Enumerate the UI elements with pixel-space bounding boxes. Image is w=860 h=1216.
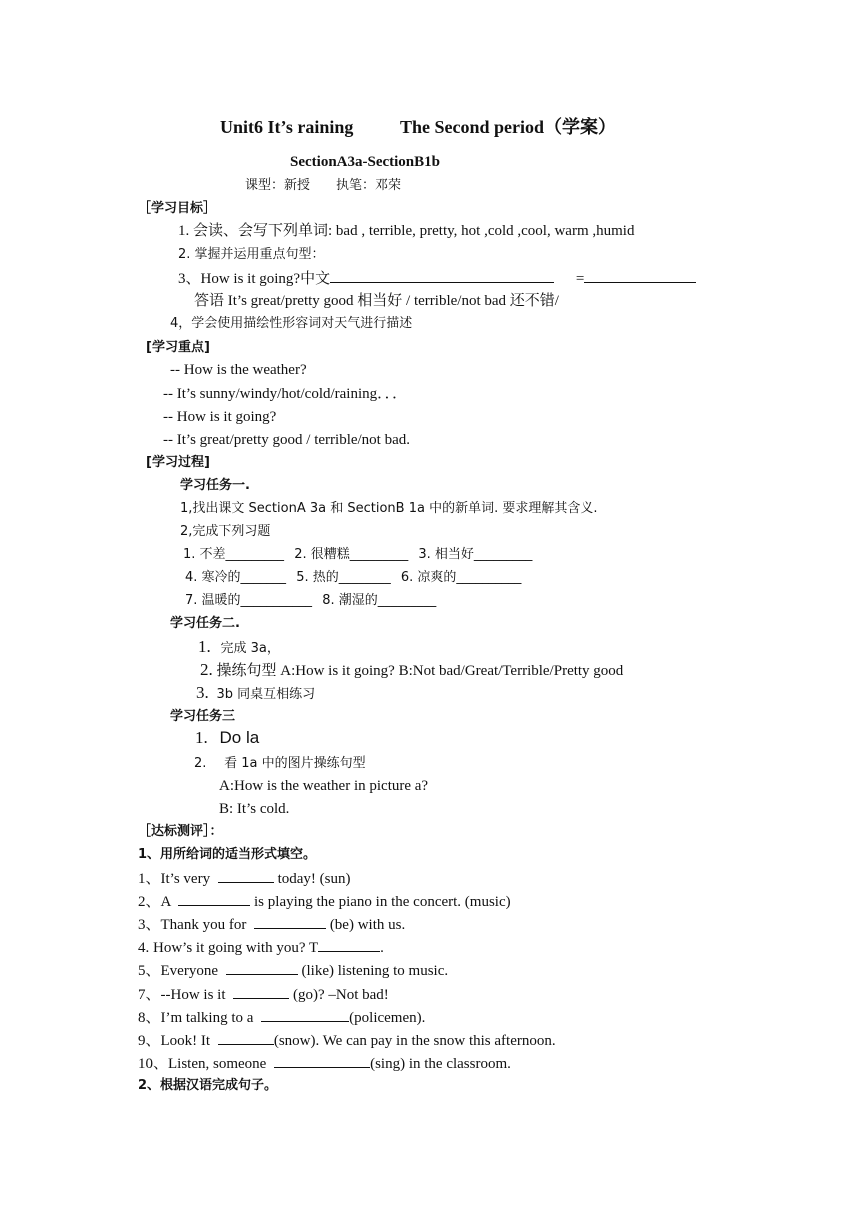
question-text: (like) listening to music. xyxy=(297,963,449,979)
process-heading: [学习过程] xyxy=(146,455,210,470)
question-text: 10、Listen, someone xyxy=(138,1056,271,1072)
task3-line-2-text: 看 1a 中的图片操练句型 xyxy=(224,756,366,771)
keypoint-line-2: -- It’s sunny/windy/hot/cold/raining．．． xyxy=(163,386,408,402)
question-10 xyxy=(138,1053,511,1074)
question-text: is playing the piano in the concert. (music) xyxy=(250,894,511,910)
question-text: (policemen). xyxy=(349,1010,426,1026)
question-text: (be) with us. xyxy=(326,917,406,933)
question-2 xyxy=(138,891,511,912)
question-9 xyxy=(138,1030,556,1051)
subtitle: SectionA3a-SectionB1b xyxy=(290,154,440,170)
part1-heading: 1、用所给词的适当形式填空。 xyxy=(138,847,317,862)
goal-answer: 答语 It’s great/pretty good 相当好 / terrible/not bad 还不错/ xyxy=(194,293,559,309)
goal-item-3-blank xyxy=(330,268,554,283)
title-right: The Second period（学案） xyxy=(400,117,617,137)
answer-blank[interactable] xyxy=(218,1030,274,1045)
question-5 xyxy=(138,960,448,981)
question-text: (snow). We can pay in the snow this afternoon. xyxy=(273,1033,556,1049)
meta-line: 课型：新授 执笔：邓荣 xyxy=(245,178,402,193)
question-text: 7、--How is it xyxy=(138,987,230,1003)
question-text: 3、Thank you for xyxy=(138,917,251,933)
list-number: 3. xyxy=(196,683,209,702)
keypoint-line-1: -- How is the weather? xyxy=(170,362,307,378)
task2-line-2-text: 操练句型 A:How is it going? B:Not bad/Great/Terrible/Pretty good xyxy=(216,663,624,679)
task3-line-1-text: Do la xyxy=(219,728,260,747)
goal-item-3 xyxy=(178,268,696,289)
answer-blank[interactable] xyxy=(274,1053,370,1068)
answer-blank[interactable] xyxy=(318,937,380,952)
goals-heading: ［学习目标］ xyxy=(138,201,217,216)
goal-item-3-blank-2 xyxy=(584,268,696,283)
task1-heading: 学习任务一. xyxy=(180,478,250,493)
task1-row-2 xyxy=(185,568,521,588)
exercise-item: 8. 潮湿的_________ xyxy=(322,593,437,608)
keypoints-heading: [学习重点] xyxy=(146,340,210,355)
answer-blank[interactable] xyxy=(233,984,289,999)
answer-blank[interactable] xyxy=(254,914,326,929)
task2-line-1 xyxy=(198,637,280,659)
question-text: (go)? –Not bad! xyxy=(289,987,389,1003)
answer-blank[interactable] xyxy=(178,891,250,906)
question-1 xyxy=(138,868,350,889)
task2-line-3-text: 3b 同桌互相练习 xyxy=(216,687,316,702)
exercise-item: 4. 寒冷的_______ xyxy=(185,570,287,585)
question-text: today! (sun) xyxy=(273,871,351,887)
task2-heading: 学习任务二. xyxy=(170,616,240,631)
question-text: 9、Look! It xyxy=(138,1033,214,1049)
keypoint-line-3: -- How is it going? xyxy=(163,409,277,425)
goal-item-1: 1. 会读、会写下列单词: bad , terrible, pretty, hot ,cold ,cool, warm ,humid xyxy=(178,223,635,239)
task1-line-1: 1,找出课文 SectionA 3a 和 SectionB 1a 中的新单词. 要求理解其含义. xyxy=(180,501,598,516)
task2-line-3 xyxy=(196,683,315,705)
question-text: 2、A xyxy=(138,894,175,910)
exercise-item: 5. 热的________ xyxy=(296,570,391,585)
title-left: Unit6 It’s raining xyxy=(220,117,354,137)
task3-line-2 xyxy=(194,753,366,774)
keypoint-line-4: -- It’s great/pretty good / terrible/not bad. xyxy=(163,432,411,448)
exercise-item: 7. 温暖的___________ xyxy=(185,593,313,608)
exercise-item: 2. 很糟糕_________ xyxy=(294,547,409,562)
task1-row-1 xyxy=(183,545,532,565)
exercise-item: 3. 相当好_________ xyxy=(418,547,533,562)
task3-line-4: B: It’s cold. xyxy=(219,801,290,817)
list-number: 2. xyxy=(200,660,213,679)
question-text: 8、I’m talking to a xyxy=(138,1010,258,1026)
question-text: . xyxy=(380,940,384,956)
answer-blank[interactable] xyxy=(218,868,274,883)
goal-item-4: 4，学会使用描绘性形容词对天气进行描述 xyxy=(170,316,413,331)
task2-line-1-text: 完成 3a， xyxy=(220,641,280,656)
question-text: 5、Everyone xyxy=(138,963,222,979)
answer-blank[interactable] xyxy=(261,1007,349,1022)
task1-line-2: 2,完成下列习题 xyxy=(180,524,271,539)
exercise-item: 1. 不差_________ xyxy=(183,547,285,562)
question-text: 1、It’s very xyxy=(138,871,214,887)
task3-line-1 xyxy=(195,728,259,749)
task3-line-3: A:How is the weather in picture a? xyxy=(219,778,429,794)
list-number: 1. xyxy=(198,637,211,656)
list-number: 2. xyxy=(194,756,207,771)
goal-item-3-text: 3、How is it going?中文 xyxy=(178,271,331,287)
question-text: 4. How’s it going with you? T xyxy=(138,940,319,956)
question-3 xyxy=(138,914,405,935)
exercise-item: 6. 凉爽的__________ xyxy=(400,570,522,585)
task2-line-2 xyxy=(200,660,623,681)
goal-item-3-equals: = xyxy=(575,271,585,287)
question-7 xyxy=(138,984,389,1005)
list-number: 1. xyxy=(195,728,208,747)
question-4 xyxy=(138,937,384,958)
question-8 xyxy=(138,1007,425,1028)
assessment-heading: ［达标测评］： xyxy=(138,824,223,839)
part2-heading: 2、根据汉语完成句子。 xyxy=(138,1078,278,1093)
task1-row-3 xyxy=(185,591,436,611)
task3-heading: 学习任务三 xyxy=(170,709,236,724)
goal-item-2: 2. 掌握并运用重点句型： xyxy=(178,247,325,262)
answer-blank[interactable] xyxy=(226,960,298,975)
question-text: (sing) in the classroom. xyxy=(370,1056,511,1072)
